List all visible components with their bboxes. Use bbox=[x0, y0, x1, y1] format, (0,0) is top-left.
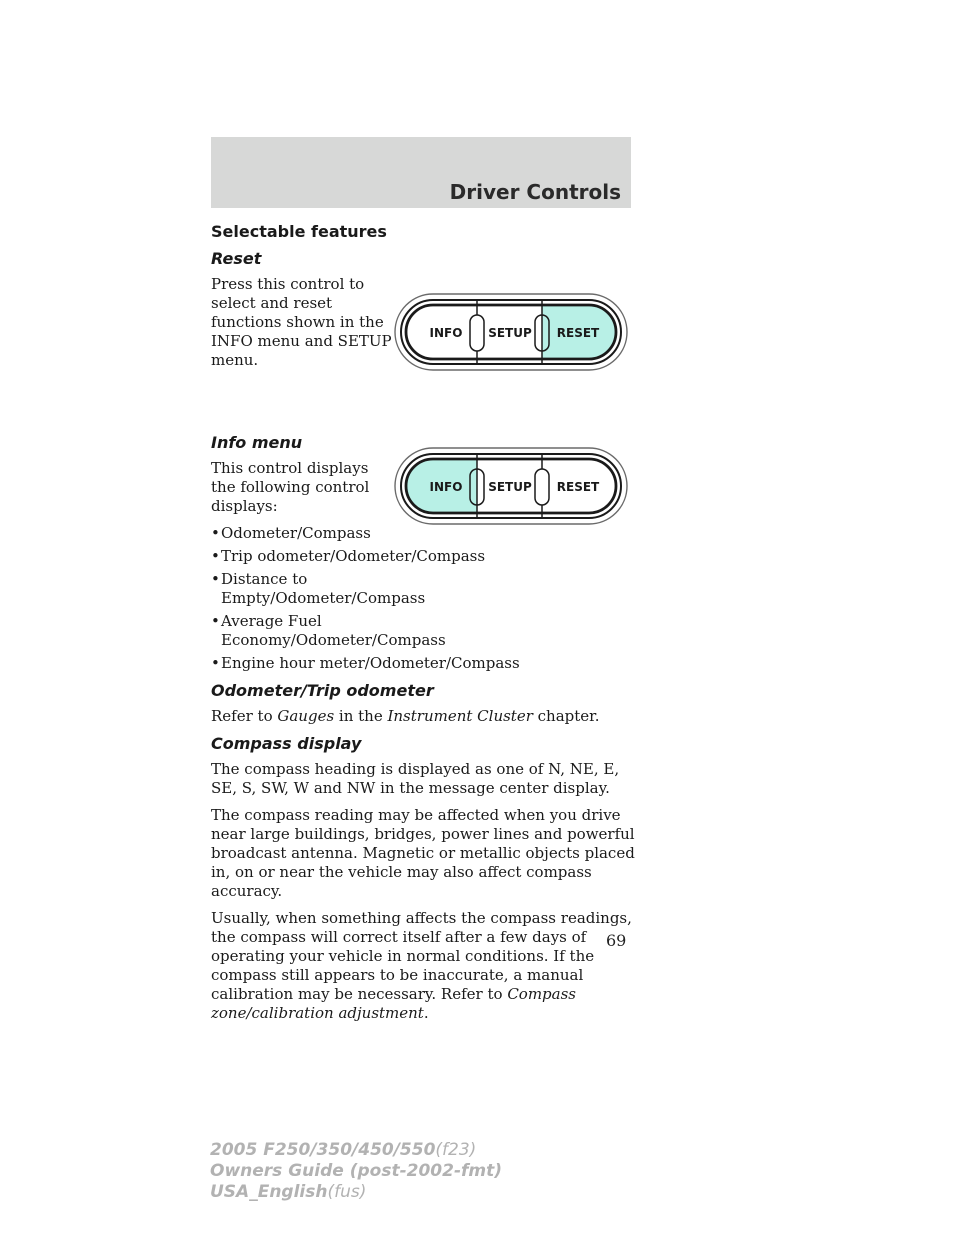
info-menu-intro: This control displays the following control displays: bbox=[211, 459, 370, 515]
list-item: • Trip odometer/Odometer/Compass bbox=[211, 547, 486, 565]
footer-line-guide: Owners Guide (post-2002-fmt) bbox=[210, 1161, 503, 1181]
footer-line-model: 2005 F250/350/450/550(f23) bbox=[210, 1140, 477, 1160]
section-heading-selectable-features: Selectable features bbox=[211, 222, 387, 241]
compass-paragraph-3: Usually, when something affects the compass readings, the compass will correct itself after a few days of operating your vehicle in normal conditions. If the compass still appears to be inaccurate, a manual calibration may be necessary. Refer to Compass zone/calibration adjustment. bbox=[211, 909, 632, 1022]
setup-button-label: SETUP bbox=[488, 326, 532, 340]
reset-description: Press this control to select and reset functions shown in the INFO menu and SETUP menu. bbox=[211, 275, 392, 369]
list-item: • Odometer/Compass bbox=[211, 524, 371, 542]
subheading-reset: Reset bbox=[211, 249, 262, 268]
list-item: • Average Fuel Economy/Odometer/Compass bbox=[211, 612, 446, 649]
page-number: 69 bbox=[606, 931, 627, 950]
setup-button-label: SETUP bbox=[488, 480, 532, 494]
odometer-reference: Refer to Gauges in the Instrument Cluster chapter. bbox=[211, 707, 600, 725]
figure-spacer bbox=[211, 378, 636, 433]
compass-paragraph-1: The compass heading is displayed as one of N, NE, E, SE, S, SW, W and NW in the message center display. bbox=[211, 760, 620, 797]
info-button-label: INFO bbox=[429, 480, 463, 494]
reference-compass-calibration: Compass zone/calibration adjustment bbox=[211, 985, 576, 1022]
compass-paragraph-2: The compass reading may be affected when you drive near large buildings, bridges, power lines and powerful broadcast antenna. Magnetic or metallic objects placed in, on or near the vehicle may also affect compass accuracy. bbox=[211, 806, 635, 900]
control-panel-reset-figure bbox=[392, 291, 630, 373]
info-button-label: INFO bbox=[429, 326, 463, 340]
list-item: • Distance to Empty/Odometer/Compass bbox=[211, 570, 426, 607]
reset-button-label: RESET bbox=[556, 480, 600, 494]
info-menu-list bbox=[211, 524, 636, 673]
reference-instrument-cluster: Instrument Cluster bbox=[387, 707, 533, 725]
reference-gauges: Gauges bbox=[277, 707, 335, 725]
control-panel-info-figure bbox=[392, 445, 630, 527]
subheading-compass-display: Compass display bbox=[211, 734, 362, 753]
subheading-odometer: Odometer/Trip odometer bbox=[211, 681, 434, 700]
chapter-title: Driver Controls bbox=[449, 180, 621, 204]
document-footer bbox=[210, 1140, 502, 1203]
list-item: • Engine hour meter/Odometer/Compass bbox=[211, 654, 520, 672]
reset-button-label: RESET bbox=[556, 326, 600, 340]
chapter-header-band bbox=[211, 137, 631, 208]
subheading-info-menu: Info menu bbox=[211, 433, 303, 452]
footer-line-locale: USA_English(fus) bbox=[210, 1182, 367, 1202]
